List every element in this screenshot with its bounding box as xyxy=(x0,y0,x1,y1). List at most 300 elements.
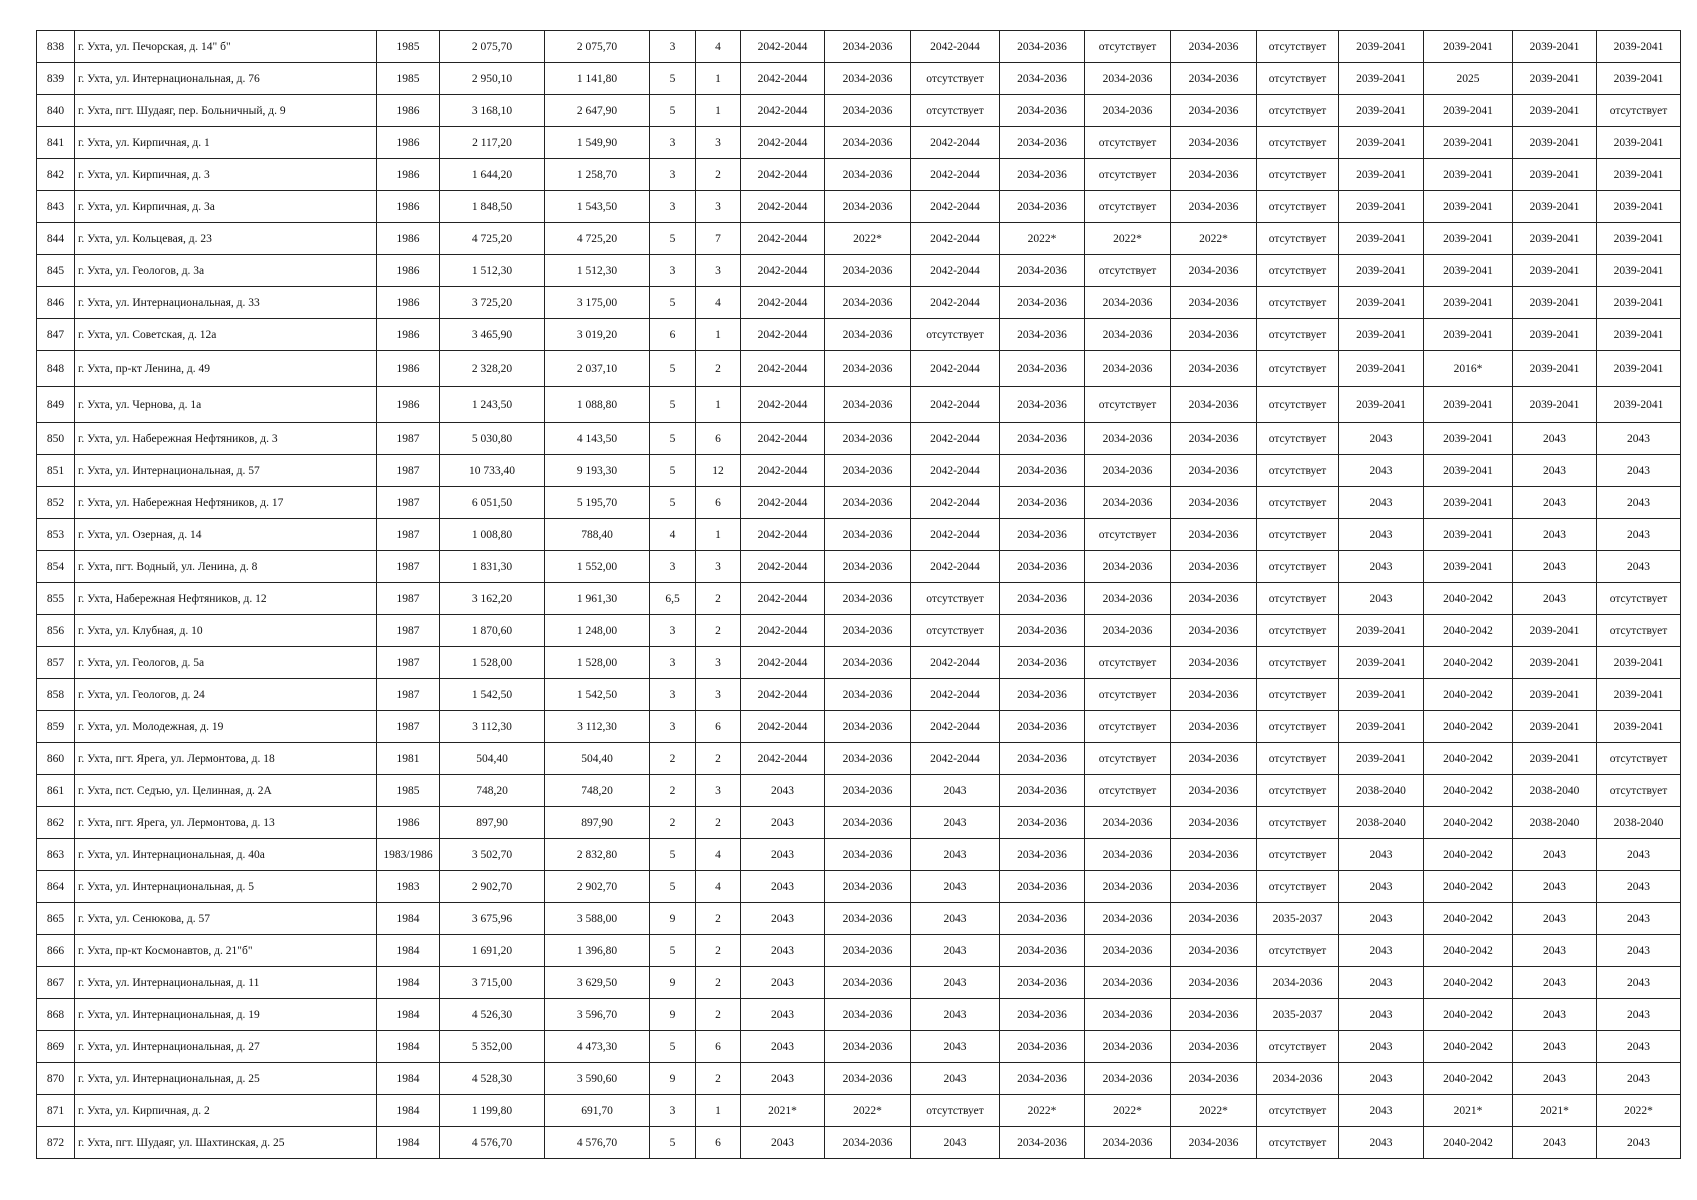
table-cell: 2021* xyxy=(741,1095,825,1127)
table-cell: 9 193,30 xyxy=(545,455,650,487)
table-cell: 2039-2041 xyxy=(1513,127,1597,159)
table-cell: 9 xyxy=(650,967,696,999)
table-cell: 2034-2036 xyxy=(1000,127,1085,159)
table-cell: 2034-2036 xyxy=(1171,615,1257,647)
table-cell: 2039-2041 xyxy=(1513,615,1597,647)
table-cell: 2034-2036 xyxy=(1000,387,1085,423)
table-cell: 2034-2036 xyxy=(1171,967,1257,999)
table-cell: 2034-2036 xyxy=(825,95,911,127)
table-cell: 1 512,30 xyxy=(440,255,545,287)
table-cell: 6 051,50 xyxy=(440,487,545,519)
table-cell: 2043 xyxy=(911,999,1000,1031)
table-cell: отсутствует xyxy=(1085,775,1171,807)
address-cell: г. Ухта, пгт. Ярега, ул. Лермонтова, д. 18 xyxy=(75,743,377,775)
address-cell: г. Ухта, ул. Набережная Нефтяников, д. 17 xyxy=(75,487,377,519)
row-number-cell: 854 xyxy=(37,551,75,583)
table-cell: 2034-2036 xyxy=(1000,95,1085,127)
table-cell: 2 xyxy=(696,351,741,387)
table-cell: 2039-2041 xyxy=(1597,31,1681,63)
table-cell: 2039-2041 xyxy=(1424,487,1513,519)
table-cell: 2043 xyxy=(1597,935,1681,967)
row-number-cell: 844 xyxy=(37,223,75,255)
table-cell: 2042-2044 xyxy=(741,191,825,223)
table-cell: 2034-2036 xyxy=(1085,1063,1171,1095)
table-cell: 5 xyxy=(650,223,696,255)
table-cell: 2034-2036 xyxy=(1085,999,1171,1031)
table-cell: отсутствует xyxy=(911,1095,1000,1127)
table-cell: 6 xyxy=(650,319,696,351)
table-cell: 2034-2036 xyxy=(825,191,911,223)
table-cell: 5 xyxy=(650,95,696,127)
table-row xyxy=(37,807,1681,839)
table-cell: 2038-2040 xyxy=(1339,807,1424,839)
table-cell: отсутствует xyxy=(1085,387,1171,423)
row-number-cell: 843 xyxy=(37,191,75,223)
table-cell: 2043 xyxy=(1597,1127,1681,1159)
table-cell: 2043 xyxy=(911,903,1000,935)
table-row xyxy=(37,287,1681,319)
table-cell: 3 xyxy=(696,255,741,287)
table-cell: 9 xyxy=(650,1063,696,1095)
table-cell: 897,90 xyxy=(440,807,545,839)
table-cell: отсутствует xyxy=(1257,1095,1339,1127)
table-cell: 3 xyxy=(696,551,741,583)
table-cell: 2043 xyxy=(741,1127,825,1159)
table-cell: 1986 xyxy=(377,127,440,159)
table-cell: отсутствует xyxy=(1257,807,1339,839)
table-row xyxy=(37,775,1681,807)
table-cell: 5 xyxy=(650,423,696,455)
table-cell: 1984 xyxy=(377,999,440,1031)
table-cell: 2 902,70 xyxy=(545,871,650,903)
address-cell: г. Ухта, ул. Сенюкова, д. 57 xyxy=(75,903,377,935)
table-cell: 2034-2036 xyxy=(825,903,911,935)
table-cell: 1985 xyxy=(377,775,440,807)
table-cell: 2022* xyxy=(1000,223,1085,255)
table-cell: 2042-2044 xyxy=(741,223,825,255)
table-cell: 2035-2037 xyxy=(1257,903,1339,935)
table-cell: 2040-2042 xyxy=(1424,935,1513,967)
table-cell: отсутствует xyxy=(1257,351,1339,387)
table-cell: отсутствует xyxy=(1597,95,1681,127)
table-cell: 2034-2036 xyxy=(1000,63,1085,95)
table-cell: 1 542,50 xyxy=(545,679,650,711)
table-cell: 2034-2036 xyxy=(825,999,911,1031)
table-cell: 2021* xyxy=(1424,1095,1513,1127)
row-number-cell: 869 xyxy=(37,1031,75,1063)
table-cell: 2 117,20 xyxy=(440,127,545,159)
table-cell: 2042-2044 xyxy=(911,679,1000,711)
table-cell: 2039-2041 xyxy=(1424,519,1513,551)
table-cell: 2034-2036 xyxy=(1171,31,1257,63)
table-cell: 2034-2036 xyxy=(1171,583,1257,615)
table-cell: отсутствует xyxy=(911,63,1000,95)
table-cell: 2034-2036 xyxy=(825,551,911,583)
table-cell: 2040-2042 xyxy=(1424,679,1513,711)
row-number-cell: 846 xyxy=(37,287,75,319)
table-cell: 3 xyxy=(696,191,741,223)
row-number-cell: 870 xyxy=(37,1063,75,1095)
table-cell: 2016* xyxy=(1424,351,1513,387)
address-cell: г. Ухта, ул. Кирпичная, д. 3а xyxy=(75,191,377,223)
table-cell: 1987 xyxy=(377,679,440,711)
table-cell: 748,20 xyxy=(440,775,545,807)
table-cell: 2043 xyxy=(1339,871,1424,903)
table-cell: 2038-2040 xyxy=(1597,807,1681,839)
address-cell: г. Ухта, ул. Интернациональная, д. 57 xyxy=(75,455,377,487)
table-cell: 2034-2036 xyxy=(825,351,911,387)
table-cell: 2034-2036 xyxy=(825,319,911,351)
table-cell: 2034-2036 xyxy=(1000,1127,1085,1159)
table-cell: 5 xyxy=(650,351,696,387)
table-cell: отсутствует xyxy=(911,319,1000,351)
table-cell: 2043 xyxy=(1597,551,1681,583)
table-cell: 2034-2036 xyxy=(1000,1063,1085,1095)
table-cell: отсутствует xyxy=(1085,743,1171,775)
table-cell: 1983 xyxy=(377,871,440,903)
table-cell: 2042-2044 xyxy=(741,387,825,423)
address-cell: г. Ухта, ул. Молодежная, д. 19 xyxy=(75,711,377,743)
table-cell: 1987 xyxy=(377,583,440,615)
table-cell: отсутствует xyxy=(1257,127,1339,159)
table-cell: 1987 xyxy=(377,551,440,583)
table-cell: 2042-2044 xyxy=(741,31,825,63)
table-cell: 2039-2041 xyxy=(1597,387,1681,423)
table-cell: 1 xyxy=(696,63,741,95)
address-cell: г. Ухта, пгт. Ярега, ул. Лермонтова, д. 13 xyxy=(75,807,377,839)
table-cell: 748,20 xyxy=(545,775,650,807)
table-cell: 2043 xyxy=(1339,935,1424,967)
address-cell: г. Ухта, ул. Интернациональная, д. 27 xyxy=(75,1031,377,1063)
row-number-cell: 855 xyxy=(37,583,75,615)
table-cell: 1986 xyxy=(377,223,440,255)
table-cell: 2043 xyxy=(1597,519,1681,551)
table-cell: 2034-2036 xyxy=(1171,95,1257,127)
address-cell: г. Ухта, ул. Кирпичная, д. 2 xyxy=(75,1095,377,1127)
table-cell: 504,40 xyxy=(440,743,545,775)
table-cell: 2039-2041 xyxy=(1513,743,1597,775)
table-cell: 1 396,80 xyxy=(545,935,650,967)
table-cell: 2 950,10 xyxy=(440,63,545,95)
address-cell: г. Ухта, ул. Клубная, д. 10 xyxy=(75,615,377,647)
table-cell: отсутствует xyxy=(1597,775,1681,807)
table-cell: 3 xyxy=(696,127,741,159)
table-cell: 2039-2041 xyxy=(1339,287,1424,319)
table-cell: 2034-2036 xyxy=(1000,159,1085,191)
table-cell: 3 168,10 xyxy=(440,95,545,127)
table-cell: 1986 xyxy=(377,807,440,839)
table-cell: 1 528,00 xyxy=(440,647,545,679)
table-cell: 2034-2036 xyxy=(1000,839,1085,871)
table-cell: 2034-2036 xyxy=(1000,743,1085,775)
table-cell: 2034-2036 xyxy=(1000,351,1085,387)
table-cell: 2039-2041 xyxy=(1339,319,1424,351)
table-cell: 2034-2036 xyxy=(1171,871,1257,903)
table-cell: 2043 xyxy=(1513,583,1597,615)
table-cell: 2039-2041 xyxy=(1339,615,1424,647)
table-cell: 1984 xyxy=(377,967,440,999)
table-cell: отсутствует xyxy=(1085,159,1171,191)
table-cell: 3 xyxy=(650,551,696,583)
table-cell: 2042-2044 xyxy=(741,519,825,551)
table-cell: 2 075,70 xyxy=(545,31,650,63)
table-cell: 2043 xyxy=(911,967,1000,999)
table-cell: отсутствует xyxy=(1257,455,1339,487)
table-cell: 2040-2042 xyxy=(1424,583,1513,615)
table-cell: 2039-2041 xyxy=(1424,455,1513,487)
table-cell: 2034-2036 xyxy=(1000,967,1085,999)
table-cell: 2034-2036 xyxy=(1085,551,1171,583)
table-cell: 2042-2044 xyxy=(741,423,825,455)
table-cell: 2022* xyxy=(825,1095,911,1127)
table-cell: 3 xyxy=(696,647,741,679)
table-cell: 2034-2036 xyxy=(1171,551,1257,583)
table-cell: 2040-2042 xyxy=(1424,1127,1513,1159)
table-cell: 2039-2041 xyxy=(1513,319,1597,351)
table-cell: 1987 xyxy=(377,455,440,487)
table-cell: 2043 xyxy=(1597,1063,1681,1095)
table-cell: отсутствует xyxy=(1257,711,1339,743)
table-cell: 2040-2042 xyxy=(1424,1031,1513,1063)
table-cell: 1984 xyxy=(377,1063,440,1095)
table-cell: 2042-2044 xyxy=(741,743,825,775)
table-cell: 2040-2042 xyxy=(1424,647,1513,679)
table-cell: 2039-2041 xyxy=(1339,647,1424,679)
table-cell: 2034-2036 xyxy=(1171,191,1257,223)
table-row xyxy=(37,1031,1681,1063)
table-cell: 2034-2036 xyxy=(1085,287,1171,319)
table-cell: 9 xyxy=(650,999,696,1031)
table-cell: 2043 xyxy=(1513,967,1597,999)
table-cell: 1 xyxy=(696,387,741,423)
table-row xyxy=(37,583,1681,615)
table-cell: 2042-2044 xyxy=(911,159,1000,191)
table-cell: 2040-2042 xyxy=(1424,871,1513,903)
table-cell: 2043 xyxy=(741,839,825,871)
table-cell: 2039-2041 xyxy=(1339,127,1424,159)
table-cell: 2022* xyxy=(1171,1095,1257,1127)
table-cell: 2034-2036 xyxy=(825,1063,911,1095)
table-cell: 2043 xyxy=(1339,1127,1424,1159)
table-cell: 3 xyxy=(650,615,696,647)
table-cell: 2034-2036 xyxy=(1257,967,1339,999)
table-cell: 2034-2036 xyxy=(1171,63,1257,95)
table-cell: 2043 xyxy=(1513,871,1597,903)
table-cell: 2034-2036 xyxy=(1000,807,1085,839)
table-cell: 2042-2044 xyxy=(741,319,825,351)
table-cell: 2042-2044 xyxy=(741,159,825,191)
table-cell: 4 xyxy=(696,839,741,871)
address-cell: г. Ухта, ул. Интернациональная, д. 40а xyxy=(75,839,377,871)
table-cell: 2034-2036 xyxy=(1000,1031,1085,1063)
table-cell: 4 xyxy=(696,31,741,63)
table-row xyxy=(37,1095,1681,1127)
table-cell: 2034-2036 xyxy=(1171,1127,1257,1159)
table-row xyxy=(37,871,1681,903)
table-cell: 3 465,90 xyxy=(440,319,545,351)
table-cell: 2040-2042 xyxy=(1424,967,1513,999)
table-row xyxy=(37,191,1681,223)
table-cell: 2034-2036 xyxy=(1171,935,1257,967)
address-cell: г. Ухта, ул. Геологов, д. 3а xyxy=(75,255,377,287)
table-cell: 1 248,00 xyxy=(545,615,650,647)
table-cell: 5 195,70 xyxy=(545,487,650,519)
table-cell: 2042-2044 xyxy=(911,647,1000,679)
table-cell: 2043 xyxy=(1597,839,1681,871)
table-cell: 2043 xyxy=(1513,1031,1597,1063)
row-number-cell: 871 xyxy=(37,1095,75,1127)
table-row xyxy=(37,935,1681,967)
table-cell: 2040-2042 xyxy=(1424,775,1513,807)
address-cell: г. Ухта, ул. Геологов, д. 24 xyxy=(75,679,377,711)
table-cell: 2034-2036 xyxy=(1000,287,1085,319)
table-cell: 3 590,60 xyxy=(545,1063,650,1095)
table-cell: 2034-2036 xyxy=(1000,679,1085,711)
table-cell: 2043 xyxy=(1339,903,1424,935)
table-cell: 6 xyxy=(696,711,741,743)
table-cell: 2034-2036 xyxy=(1000,999,1085,1031)
table-cell: 2034-2036 xyxy=(825,519,911,551)
table-cell: 2042-2044 xyxy=(911,487,1000,519)
table-cell: 2034-2036 xyxy=(1085,1031,1171,1063)
table-cell: 2039-2041 xyxy=(1513,191,1597,223)
table-cell: отсутствует xyxy=(1257,839,1339,871)
table-row xyxy=(37,1127,1681,1159)
table-cell: 2034-2036 xyxy=(1171,999,1257,1031)
table-row xyxy=(37,647,1681,679)
table-cell: 2039-2041 xyxy=(1513,387,1597,423)
table-cell: 2034-2036 xyxy=(825,679,911,711)
table-cell: отсутствует xyxy=(1257,319,1339,351)
table-cell: 2034-2036 xyxy=(1085,95,1171,127)
table-cell: 2039-2041 xyxy=(1424,191,1513,223)
address-cell: г. Ухта, ул. Печорская, д. 14" б" xyxy=(75,31,377,63)
table-cell: 788,40 xyxy=(545,519,650,551)
table-cell: 4 526,30 xyxy=(440,999,545,1031)
table-cell: 2034-2036 xyxy=(1085,423,1171,455)
table-cell: 2039-2041 xyxy=(1339,711,1424,743)
address-cell: г. Ухта, ул. Интернациональная, д. 76 xyxy=(75,63,377,95)
row-number-cell: 863 xyxy=(37,839,75,871)
table-cell: отсутствует xyxy=(1085,191,1171,223)
table-cell: 2043 xyxy=(1339,1031,1424,1063)
table-cell: 2039-2041 xyxy=(1424,287,1513,319)
table-cell: 2022* xyxy=(1000,1095,1085,1127)
table-cell: 5 xyxy=(650,935,696,967)
table-cell: 2042-2044 xyxy=(741,551,825,583)
table-cell: 5 xyxy=(650,487,696,519)
table-cell: 2042-2044 xyxy=(741,711,825,743)
table-cell: 2039-2041 xyxy=(1597,647,1681,679)
table-row xyxy=(37,711,1681,743)
table-cell: отсутствует xyxy=(1257,583,1339,615)
table-cell: 1984 xyxy=(377,903,440,935)
table-cell: 2039-2041 xyxy=(1339,95,1424,127)
table-cell: 1983/1986 xyxy=(377,839,440,871)
table-cell: 1 008,80 xyxy=(440,519,545,551)
table-cell: 2042-2044 xyxy=(741,455,825,487)
table-cell: 2034-2036 xyxy=(1257,1063,1339,1095)
table-cell: 2034-2036 xyxy=(825,647,911,679)
table-cell: 2043 xyxy=(1513,1063,1597,1095)
table-cell: 2034-2036 xyxy=(1085,967,1171,999)
table-cell: 2021* xyxy=(1513,1095,1597,1127)
table-cell: 2034-2036 xyxy=(825,615,911,647)
table-cell: отсутствует xyxy=(1257,615,1339,647)
table-cell: 2042-2044 xyxy=(911,191,1000,223)
table-cell: 1 088,80 xyxy=(545,387,650,423)
table-cell: 2043 xyxy=(911,871,1000,903)
table-cell: 2 075,70 xyxy=(440,31,545,63)
table-cell: 1986 xyxy=(377,319,440,351)
table-cell: 2043 xyxy=(1597,455,1681,487)
table-cell: 2034-2036 xyxy=(1171,319,1257,351)
housing-repair-schedule-table xyxy=(36,30,1681,1159)
table-row xyxy=(37,351,1681,387)
row-number-cell: 851 xyxy=(37,455,75,487)
table-cell: отсутствует xyxy=(1257,935,1339,967)
table-cell: 2039-2041 xyxy=(1339,351,1424,387)
table-cell: 1987 xyxy=(377,519,440,551)
table-cell: 1985 xyxy=(377,63,440,95)
table-cell: 5 xyxy=(650,1127,696,1159)
table-cell: 1 258,70 xyxy=(545,159,650,191)
table-row xyxy=(37,31,1681,63)
table-cell: 897,90 xyxy=(545,807,650,839)
table-row xyxy=(37,455,1681,487)
table-cell: 2040-2042 xyxy=(1424,1063,1513,1095)
table-cell: 2043 xyxy=(1597,423,1681,455)
table-cell: 2039-2041 xyxy=(1597,255,1681,287)
table-cell: 2039-2041 xyxy=(1597,319,1681,351)
table-cell: 2 xyxy=(696,967,741,999)
table-cell: отсутствует xyxy=(1257,255,1339,287)
table-cell: 2034-2036 xyxy=(1085,935,1171,967)
address-cell: г. Ухта, ул. Кольцевая, д. 23 xyxy=(75,223,377,255)
table-cell: отсутствует xyxy=(1257,63,1339,95)
table-cell: 2 647,90 xyxy=(545,95,650,127)
address-cell: г. Ухта, ул. Озерная, д. 14 xyxy=(75,519,377,551)
table-cell: 4 xyxy=(696,871,741,903)
table-cell: 2034-2036 xyxy=(1171,647,1257,679)
table-cell: 2043 xyxy=(1597,903,1681,935)
table-cell: 2039-2041 xyxy=(1424,95,1513,127)
table-cell: 2039-2041 xyxy=(1513,287,1597,319)
table-cell: 1985 xyxy=(377,31,440,63)
table-cell: 2043 xyxy=(1513,455,1597,487)
row-number-cell: 839 xyxy=(37,63,75,95)
table-cell: отсутствует xyxy=(1257,551,1339,583)
table-cell: 2043 xyxy=(1339,1063,1424,1095)
table-cell: 2043 xyxy=(741,775,825,807)
table-cell: 2043 xyxy=(1513,423,1597,455)
row-number-cell: 858 xyxy=(37,679,75,711)
table-cell: 2 xyxy=(696,999,741,1031)
address-cell: г. Ухта, ул. Набережная Нефтяников, д. 3 xyxy=(75,423,377,455)
table-cell: 2039-2041 xyxy=(1339,743,1424,775)
table-cell: отсутствует xyxy=(1257,647,1339,679)
table-cell: 1986 xyxy=(377,255,440,287)
table-cell: 2034-2036 xyxy=(1085,839,1171,871)
row-number-cell: 866 xyxy=(37,935,75,967)
table-cell: 2043 xyxy=(1597,871,1681,903)
table-cell: 2040-2042 xyxy=(1424,903,1513,935)
table-cell: 2039-2041 xyxy=(1513,223,1597,255)
table-cell: 3 xyxy=(696,679,741,711)
table-cell: 2039-2041 xyxy=(1513,647,1597,679)
table-cell: 2 xyxy=(696,903,741,935)
table-cell: 4 725,20 xyxy=(545,223,650,255)
